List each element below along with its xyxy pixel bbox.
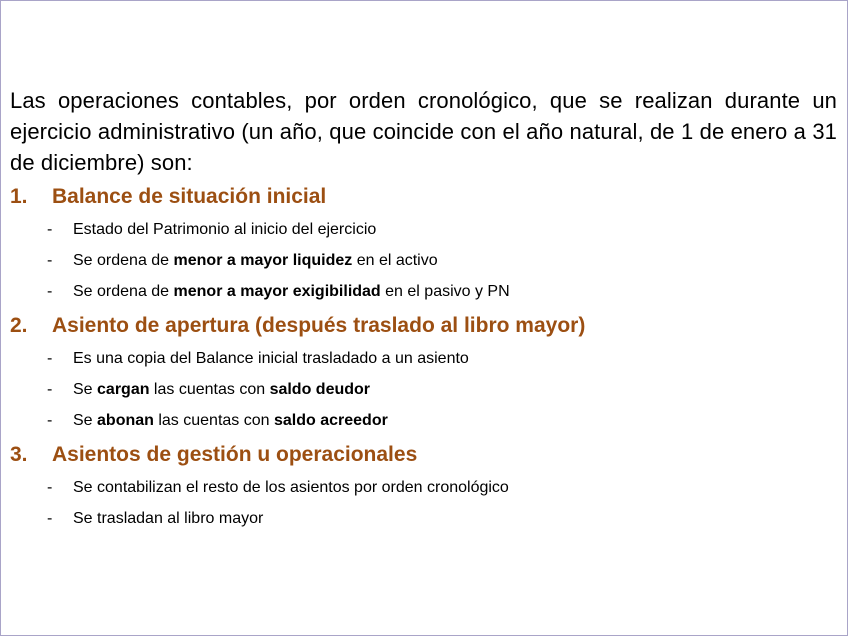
list-item [47, 412, 388, 430]
section-2-title: Asiento de apertura (después traslado al libro mayor) [52, 314, 586, 337]
item-emphasis: cargan [97, 381, 150, 398]
section-2-number: 2. [10, 314, 28, 337]
item-text: en el pasivo y PN [380, 283, 510, 300]
item-text: Es una copia del Balance inicial trasladado a un asiento [73, 350, 469, 367]
section-1-number: 1. [10, 185, 28, 208]
list-item [47, 350, 469, 368]
list-item [47, 221, 376, 239]
item-emphasis: menor a mayor exigibilidad [173, 283, 381, 300]
item-text: Se [73, 412, 98, 429]
list-item [47, 381, 370, 399]
item-text: Estado del Patrimonio al inicio del ejercicio [73, 221, 377, 238]
bullet-marker: - [47, 412, 53, 429]
section-3-title: Asientos de gestión u operacionales [52, 443, 418, 466]
section-2-heading [10, 314, 585, 338]
bullet-marker: - [47, 510, 53, 527]
item-text: en el activo [352, 252, 438, 269]
list-item [47, 479, 509, 497]
list-item [47, 283, 510, 301]
item-emphasis: abonan [97, 412, 154, 429]
section-1-title: Balance de situación inicial [52, 185, 327, 208]
item-emphasis: menor a mayor liquidez [173, 252, 353, 269]
intro-paragraph: Las operaciones contables, por orden cronológico, que se realizan durante un ejercicio administrativo (un año, que coincide con el año natural, de 1 de enero a 31 de diciembre) son: [10, 88, 837, 175]
item-text: Se trasladan al libro mayor [73, 510, 264, 527]
item-text: Se ordena de [73, 283, 174, 300]
item-text: Se ordena de [73, 252, 174, 269]
bullet-marker: - [47, 221, 53, 238]
bullet-marker: - [47, 252, 53, 269]
item-emphasis: saldo acreedor [273, 412, 388, 429]
section-3-number: 3. [10, 443, 28, 466]
bullet-marker: - [47, 381, 53, 398]
bullet-marker: - [47, 283, 53, 300]
section-1-heading [10, 185, 326, 209]
item-text: Se [73, 381, 98, 398]
list-item [47, 510, 263, 528]
item-emphasis: saldo deudor [269, 381, 371, 398]
item-text: Se contabilizan el resto de los asientos por orden cronológico [73, 479, 509, 496]
bullet-marker: - [47, 479, 53, 496]
bullet-marker: - [47, 350, 53, 367]
section-3-heading [10, 443, 417, 467]
list-item [47, 252, 438, 270]
item-text: las cuentas con [149, 381, 270, 398]
item-text: las cuentas con [153, 412, 274, 429]
